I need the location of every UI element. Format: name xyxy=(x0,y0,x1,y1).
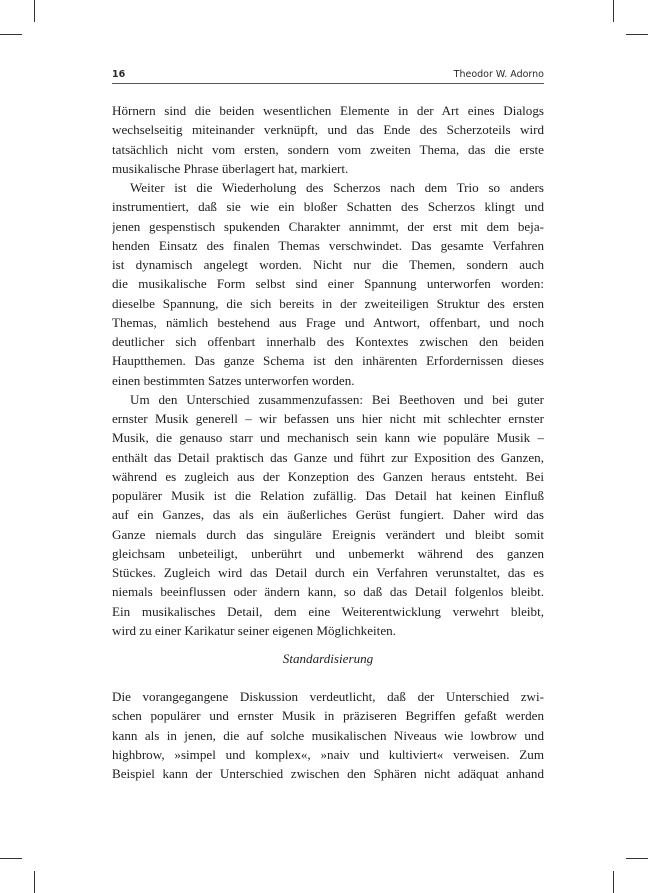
text-line: Ganze niemals durch das singuläre Ereignis verändert und bleibt somit xyxy=(112,526,544,542)
crop-mark-bottom-left-h xyxy=(0,858,22,859)
running-header-author: Theodor W. Adorno xyxy=(453,69,544,80)
text-line: Ein musikalisches Detail, dem eine Weiterentwicklung verwehrt bleibt, xyxy=(112,603,544,619)
body-text-continued xyxy=(112,687,544,783)
text-line: highbrow, »simpel und komplex«, »naiv und kultiviert« verweisen. Zum xyxy=(112,746,544,762)
text-line: auf ein Ganzes, das als ein äußerliches Gerüst fungiert. Daher wird das xyxy=(112,507,544,523)
text-line: henden Einsatz des finalen Themas verschwindet. Das gesamte Verfahren xyxy=(112,237,544,253)
body-text xyxy=(112,101,544,640)
text-line: Stückes. Zugleich wird das Detail durch ein Verfahren verunstaltet, das es xyxy=(112,565,544,580)
text-line: ernster Musik generell – wir befassen uns hier nicht mit schlechter ernster xyxy=(112,411,544,426)
crop-mark-top-right-h xyxy=(626,34,648,35)
crop-mark-bottom-right-h xyxy=(626,858,648,859)
text-line: populärer Musik ist die Relation zufällig. Das Detail hat keinen Einfluß xyxy=(112,488,544,503)
text-line: wird zu einer Karikatur seiner eigenen Möglichkeiten. xyxy=(112,622,396,638)
text-line: ist dynamisch angelegt worden. Nicht nur die Themen, sondern auch xyxy=(112,257,544,272)
text-line: Musik, die genauso starr und mechanisch sein kann wie populäre Musik – xyxy=(112,430,544,446)
text-line: wechselseitig miteinander verknüpft, und das Ende des Scherzoteils wird xyxy=(112,122,544,138)
text-line: dieselbe Spannung, die sich bereits in der zweiteiligen Struktur des ersten xyxy=(112,295,544,311)
text-line: gleichsam unbeteiligt, unberührt und unbemerkt während des ganzen xyxy=(112,545,544,561)
text-line: Weiter ist die Wiederholung des Scherzos nach dem Trio so anders xyxy=(130,180,544,195)
text-line: tatsächlich nicht vom ersten, sondern vom zweiten Thema, das die erste xyxy=(112,141,544,157)
text-line: Hörnern sind die beiden wesentlichen Elemente in der Art eines Dialogs xyxy=(112,103,544,118)
text-line: jenen gespenstisch spukenden Charakter annimmt, der erst mit dem beja- xyxy=(112,218,544,234)
text-line: kann als in jenen, die auf solche musikalischen Niveaus wie lowbrow und xyxy=(112,727,544,743)
text-line: die musikalische Form selbst sind einer Spannung unterworfen worden: xyxy=(112,276,544,292)
crop-mark-top-right-v xyxy=(613,0,614,22)
text-line: Beispiel kann der Unterschied zwischen den Sphären nicht adäquat anhand xyxy=(112,766,544,781)
text-line: deutlicher sich offenbart innerhalb des Kontextes zwischen den beiden xyxy=(112,334,544,349)
text-line: enthält das Detail praktisch das Ganze und führt zur Exposition des Ganzen, xyxy=(112,449,544,465)
text-line: während es zugleich aus der Konzeption des Ganzen heraus entsteht. Bei xyxy=(112,468,544,484)
crop-mark-bottom-left-v xyxy=(34,871,35,893)
text-line: Die vorangegangene Diskussion verdeutlicht, daß der Unterschied zwi- xyxy=(112,689,544,704)
page-number: 16 xyxy=(112,69,126,80)
paragraph-2 xyxy=(112,178,544,390)
text-line: instrumentiert, daß sie wie ein bloßer Schatten des Scherzos klingt und xyxy=(112,199,544,215)
text-line: Themas, nämlich bestehend aus Frage und Antwort, offenbart, und noch xyxy=(112,314,544,330)
text-line: schen populärer und ernster Musik in präziseren Begriffen gefaßt werden xyxy=(112,708,544,724)
crop-mark-top-left-h xyxy=(0,34,22,35)
paragraph-3 xyxy=(112,390,544,640)
running-header xyxy=(112,67,544,84)
section-heading: Standardisierung xyxy=(282,651,374,666)
text-line: niemals beeinflussen oder ändern kann, so daß das Detail folgenlos bleibt. xyxy=(112,584,544,600)
text-line: Hauptthemen. Das ganze Schema ist den inhärenten Erfordernissen dieses xyxy=(112,353,544,369)
text-line: Um den Unterschied zusammenzufassen: Bei Beethoven und bei guter xyxy=(130,391,544,407)
text-line: musikalische Phrase überlagert hat, markiert. xyxy=(112,160,349,176)
paragraph-4 xyxy=(112,687,544,783)
paragraph-1 xyxy=(112,101,544,178)
crop-mark-top-left-v xyxy=(34,0,35,22)
text-line: einen bestimmten Satzes unterworfen worden. xyxy=(112,372,355,388)
crop-mark-bottom-right-v xyxy=(613,871,614,893)
